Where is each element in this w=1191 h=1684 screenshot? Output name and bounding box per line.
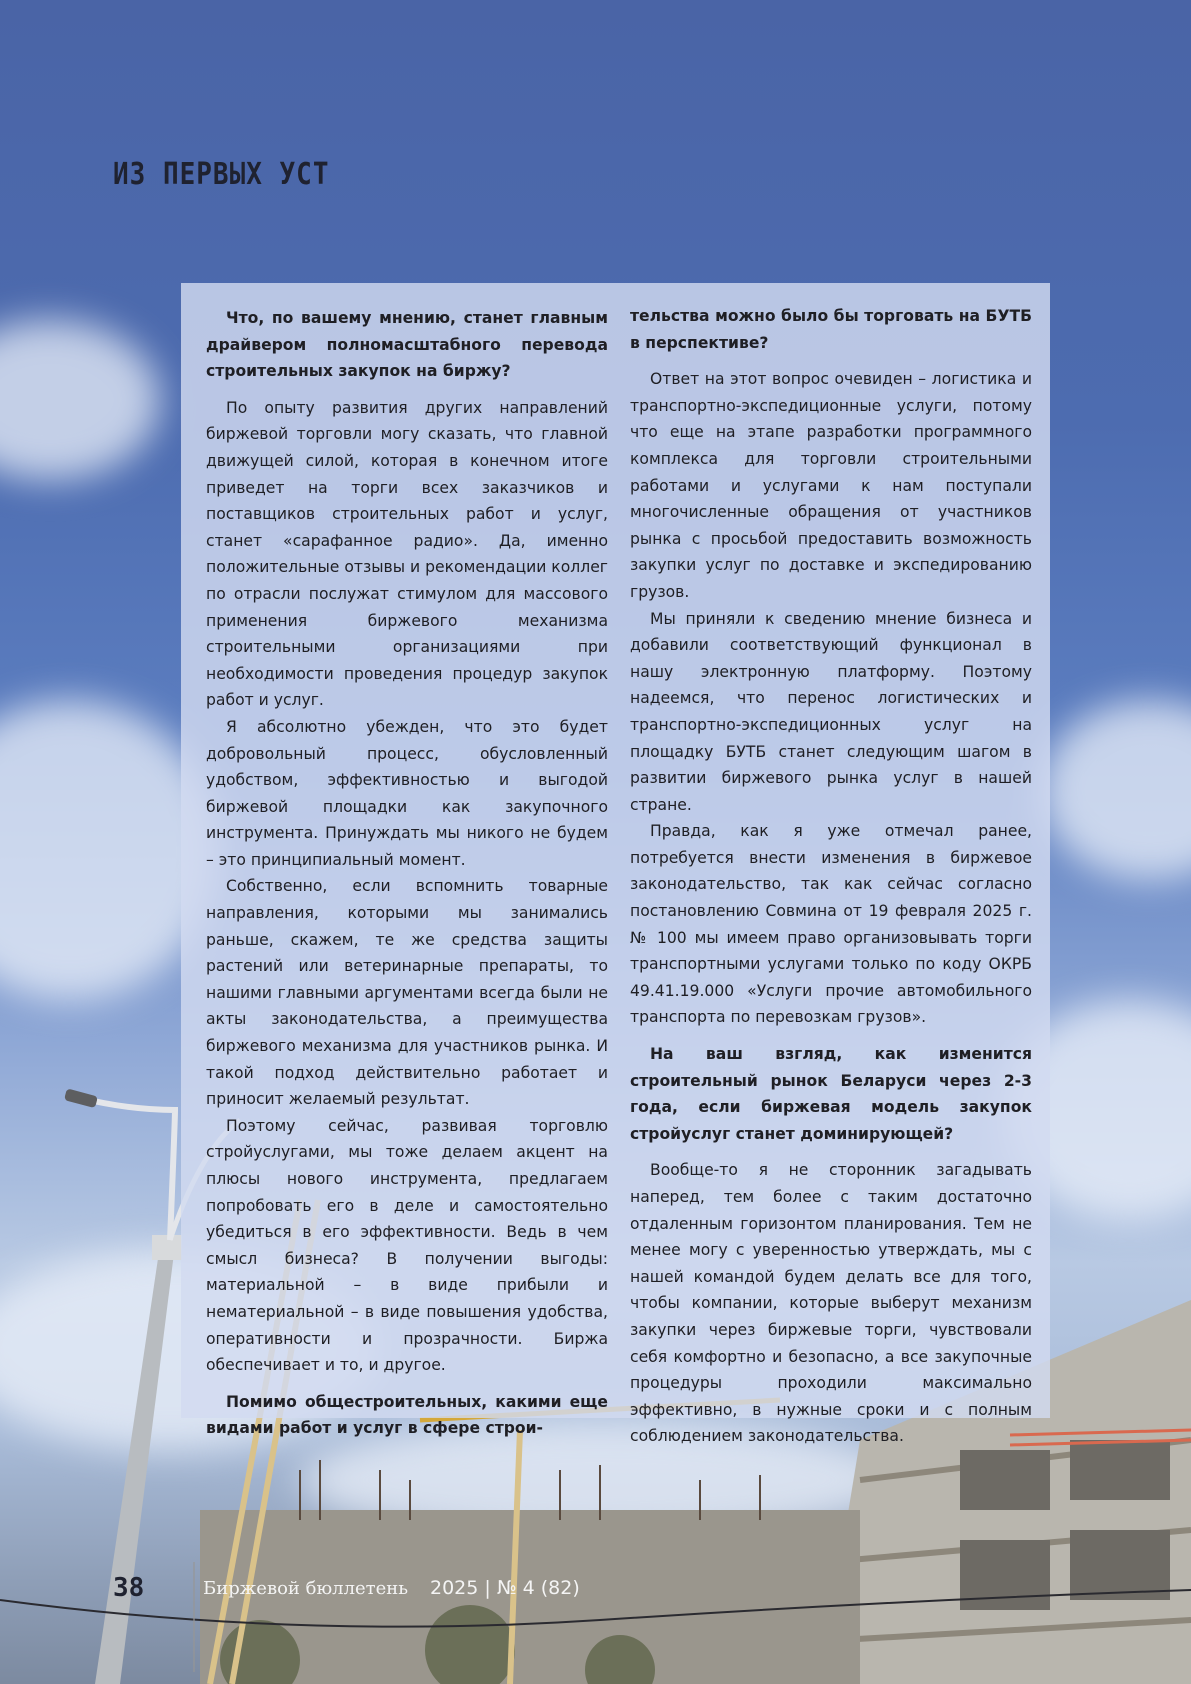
interview-answer-paragraph: Поэтому сейчас, развивая торговлю стройуслугами, мы тоже делаем акцент на плюсы нового инструмента, предлагаем попробовать его в деле и самостоятельно убедиться в его эффективности. Ведь в чем смысл бизнеса? В получении выгоды: материальной – в виде прибыли и нематериальной – в виде повышения удобства, оперативности и прозрачности. Биржа обеспечивает и то, и другое.: [206, 1116, 608, 1375]
interview-answer-paragraph: Я абсолютно убежден, что это будет добровольный процесс, обусловленный удобством, эффективностью и выгодой биржевой площадки как закупочного инструмента. Принуждать мы никого не будем – это принципиальный момент.: [206, 717, 608, 869]
interview-question: На ваш взгляд, как изменится строительный рынок Беларуси через 2-3 года, если биржевая модель закупок стройуслуг станет доминирующей?: [630, 1045, 1032, 1143]
article-panel: [181, 283, 1050, 1446]
interview-answer-paragraph: Мы приняли к сведению мнение бизнеса и добавили соответствующий функционал в нашу электронную платформу. Поэтому надеемся, что перенос логистических и транспортно-экспедиционных услуг на площадку БУТБ станет следующим шагом в развитии биржевого рынка услуг в нашей стране.: [630, 609, 1032, 814]
publication-name: Биржевой бюллетень: [203, 1577, 409, 1599]
interview-question: Помимо общестроительных, какими еще видами работ и услуг в сфере строи-: [206, 1392, 608, 1438]
page-footer: [113, 1568, 580, 1608]
interview-question: Что, по вашему мнению, станет главным драйвером полномасштабного перевода строительных закупок на биржу?: [206, 309, 608, 381]
interview-answer-paragraph: Ответ на этот вопрос очевиден – логистика и транспортно-экспедиционные услуги, потому что еще на этапе разработки программного комплекса для торговли строительными работами и услугами к нам поступали многочисленные обращения от участников рынка с просьбой предоставить возможность закупки услуг по доставке и экспедированию грузов.: [630, 370, 1032, 601]
interview-answer-paragraph: Собственно, если вспомнить товарные направления, которыми мы занимались раньше, скажем, те же средства защиты растений или ветеринарные препараты, то нашими главными аргументами всегда были не акты законодательства, а преимущества биржевого механизма для участников рынка. И такой подход действительно работает и приносит желаемый результат.: [206, 877, 608, 1109]
interview-answer-paragraph: Вообще-то я не сторонник загадывать наперед, тем более с таким достаточно отдаленным горизонтом планирования. Тем не менее могу с уверенностью утверждать, мы с нашей командой будем делать все для того, чтобы компании, которые выберут механизм закупки через биржевые торги, чувствовали себя комфортно и безопасно, а все закупочные процедуры проходили максимально эффективно, в нужные сроки и с полным соблюдением законодательства.: [630, 1161, 1032, 1446]
interview-answer-paragraph: Правда, как я уже отмечал ранее, потребуется внести изменения в биржевое законодательство, так как сейчас согласно постановлению Совмина от 19 февраля 2025 г. № 100 мы имеем право организовывать торги транспортными услугами только по коду ОКРБ 49.41.19.000 «Услуги прочие автомобильного транспорта по перевозкам грузов».: [630, 822, 1032, 1027]
interview-answer-paragraph: По опыту развития других направлений биржевой торговли могу сказать, что главной движущей силой, которая в конечном итоге приведет на торги всех заказчиков и поставщиков строительных работ и услуг, станет «сарафанное радио». Да, именно положительные отзывы и рекомендации коллег по отрасли послужат стимулом для массового применения биржевого механизма строительными организациями при необходимости проведения процедур закупок работ и услуг.: [206, 398, 608, 710]
interview-question-continued: тельства можно было бы торговать на БУТБ в перспективе?: [630, 307, 1032, 352]
footer-divider: [193, 1562, 195, 1672]
article-column-right: [630, 303, 1032, 1450]
article-column-left: [206, 305, 608, 1452]
page-number: 38: [113, 1573, 145, 1603]
issue-number: 2025 | № 4 (82): [430, 1577, 580, 1599]
section-title: ИЗ ПЕРВЫХ УСТ: [113, 157, 330, 193]
